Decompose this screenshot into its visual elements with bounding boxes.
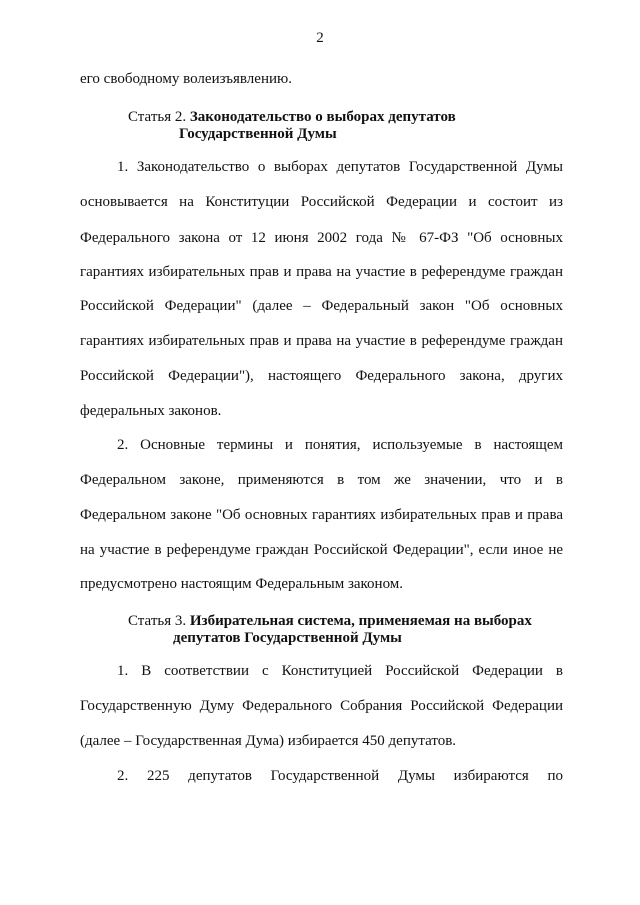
text-line: 1. Законодательство о выборах депутатов Государственной Думы — [117, 159, 563, 175]
article-2-prefix: Статья 2. — [128, 109, 190, 125]
text-line: предусмотрено настоящим Федеральным законом. — [80, 576, 404, 592]
text-line: Российской Федерации"), настоящего Федерального закона, других — [80, 368, 563, 384]
text-line: федеральных законов. — [80, 403, 222, 419]
article-2-title-cont: Государственной Думы — [179, 126, 337, 142]
text-line: 2. Основные термины и понятия, используемые в настоящем — [117, 437, 563, 453]
text-line: Федеральном законе, применяются в том же значении, что и в — [80, 472, 563, 488]
article-2-title: Законодательство о выборах депутатов — [189, 109, 456, 125]
text-line: Федерального закона от 12 июня 2002 года № 67-ФЗ "Об основных — [80, 230, 563, 246]
article-3-title-cont: депутатов Государственной Думы — [173, 630, 402, 646]
text-line: основывается на Конституции Российской Федерации и состоит из — [80, 194, 563, 210]
text-line: 2. 225 депутатов Государственной Думы избираются по — [117, 768, 563, 784]
article-3-prefix: Статья 3. — [128, 613, 190, 629]
text-line: на участие в референдуме граждан Российской Федерации", если иное не — [80, 542, 563, 558]
text-line: (далее – Государственная Дума) избирается 450 депутатов. — [80, 733, 457, 749]
text-line: Российской Федерации" (далее – Федеральный закон "Об основных — [80, 298, 563, 314]
text-line: Федеральном законе "Об основных гарантиях избирательных прав и права — [80, 507, 563, 523]
text-line: его свободному волеизъявлению. — [80, 71, 292, 87]
text-line: Государственную Думу Федерального Собрания Российской Федерации — [80, 698, 563, 714]
page-number: 2 — [316, 30, 324, 46]
text-line: гарантиях избирательных прав и права на участие в референдуме граждан — [80, 333, 563, 349]
article-3-title: Избирательная система, применяемая на выборах — [189, 613, 532, 629]
text-line: 1. В соответствии с Конституцией Российской Федерации в — [117, 663, 563, 679]
text-line: гарантиях избирательных прав и права на участие в референдуме граждан — [80, 264, 563, 280]
